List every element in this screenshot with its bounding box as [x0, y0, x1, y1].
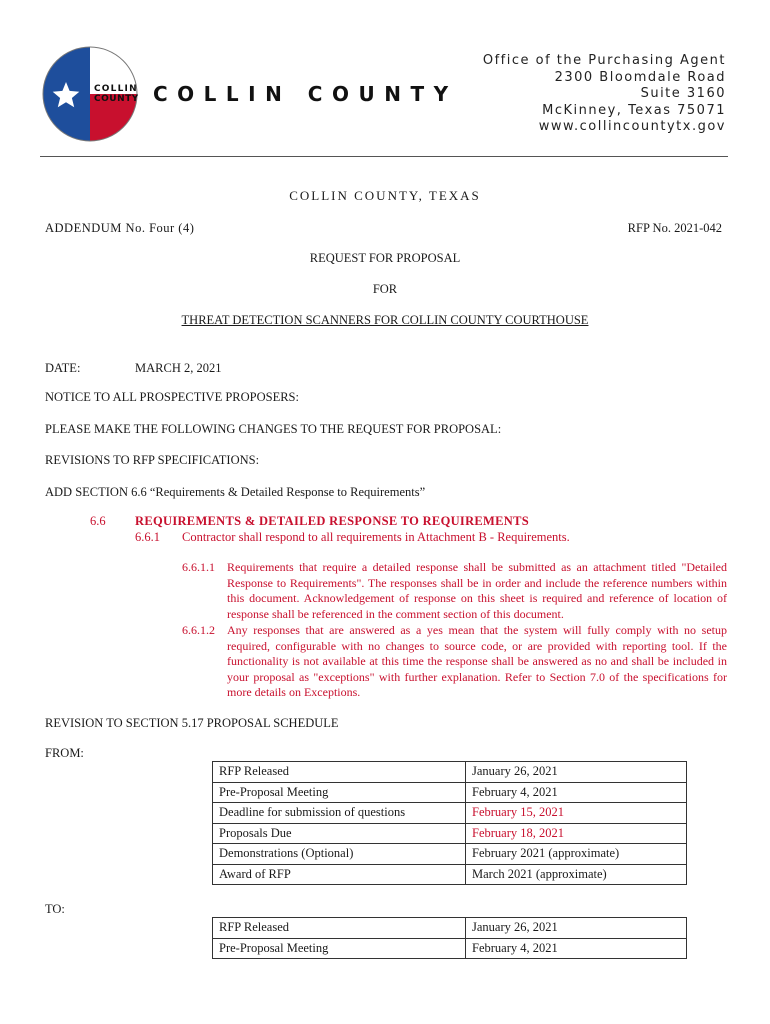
schedule-event: Deadline for submission of questions — [213, 803, 466, 824]
section-6-6-1-number: 6.6.1 — [135, 530, 160, 544]
schedule-to-table — [212, 917, 687, 959]
address-line-suite: Suite 3160 — [640, 86, 726, 101]
to-label: TO: — [45, 902, 65, 916]
section-6-6-number: 6.6 — [90, 514, 106, 528]
add-section-heading: ADD SECTION 6.6 “Requirements & Detailed Response to Requirements” — [45, 485, 426, 499]
section-6-6-1-1-text: Requirements that require a detailed response shall be submitted as an attachment titled "Detailed Response to Requirements". The responses shall be in order and include the reference numbers within this document. Acknowledgement of response on this sheet is required and reference of location of response shall be referenced in the comment section of this document. — [227, 560, 727, 621]
address-line-city: McKinney, Texas 75071 — [542, 102, 726, 118]
section-6-6-1-1-number: 6.6.1.1 — [182, 560, 215, 574]
schedule-event: Demonstrations (Optional) — [213, 844, 466, 865]
rfp-number: RFP No. 2021-042 — [627, 221, 722, 235]
table-row — [213, 844, 687, 865]
from-label: FROM: — [45, 746, 84, 760]
schedule-event: Pre-Proposal Meeting — [213, 938, 466, 959]
schedule-event: Proposals Due — [213, 823, 466, 844]
section-6-6-1-2-text: Any responses that are answered as a yes mean that the system will fully comply with no setup required, configurable with no changes to source code, or are provided with reporting tool. If the functionality is not available at this time the response shall be answered as no and shall be included in your proposal as "exceptions" with further explanation. Refer to Section 7.0 of the specifications for more details on Exceptions. — [227, 623, 727, 700]
schedule-from-table — [212, 761, 687, 885]
schedule-date: February 4, 2021 — [466, 782, 687, 803]
schedule-date: February 2021 (approximate) — [466, 844, 687, 865]
purchasing-address — [483, 53, 726, 136]
schedule-event: RFP Released — [213, 762, 466, 783]
table-row — [213, 803, 687, 824]
table-row — [213, 864, 687, 885]
date-label: DATE: — [45, 361, 81, 375]
section-6-6-title: REQUIREMENTS & DETAILED RESPONSE TO REQUIREMENTS — [135, 514, 529, 528]
address-line-website[interactable]: www.collincountytx.gov — [538, 119, 726, 134]
seal-line2: COUNTY — [94, 94, 138, 104]
collin-county-seal — [42, 46, 138, 142]
schedule-date: January 26, 2021 — [466, 918, 687, 939]
section-6-6-1-2-number: 6.6.1.2 — [182, 623, 215, 637]
header-divider — [40, 156, 728, 157]
table-row — [213, 918, 687, 939]
rfp-title: REQUEST FOR PROPOSAL — [309, 251, 461, 265]
seal-line1: COLLIN — [94, 84, 138, 94]
addendum-number: ADDENDUM No. Four (4) — [45, 221, 195, 235]
address-line-office: Office of the Purchasing Agent — [482, 53, 726, 68]
county-state-heading: COLLIN COUNTY, TEXAS — [289, 188, 481, 203]
schedule-event: Award of RFP — [213, 864, 466, 885]
schedule-event: RFP Released — [213, 918, 466, 939]
schedule-event: Pre-Proposal Meeting — [213, 782, 466, 803]
table-row — [213, 938, 687, 959]
county-name: COLLIN COUNTY — [153, 82, 458, 106]
table-row — [213, 782, 687, 803]
date-value: MARCH 2, 2021 — [135, 361, 222, 375]
table-row — [213, 762, 687, 783]
section-6-6-1-text: Contractor shall respond to all requirements in Attachment B - Requirements. — [182, 530, 570, 544]
changes-instruction: PLEASE MAKE THE FOLLOWING CHANGES TO THE REQUEST FOR PROPOSAL: — [45, 422, 502, 436]
table-row — [213, 823, 687, 844]
schedule-revision-heading: REVISION TO SECTION 5.17 PROPOSAL SCHEDULE — [45, 716, 339, 730]
schedule-date: January 26, 2021 — [466, 762, 687, 783]
schedule-date: February 4, 2021 — [466, 938, 687, 959]
schedule-date: March 2021 (approximate) — [466, 864, 687, 885]
rfp-subject: THREAT DETECTION SCANNERS FOR COLLIN COUNTY COURTHOUSE — [181, 313, 589, 327]
rfp-for: FOR — [372, 282, 398, 296]
notice-heading: NOTICE TO ALL PROSPECTIVE PROPOSERS: — [45, 390, 299, 404]
revisions-heading: REVISIONS TO RFP SPECIFICATIONS: — [45, 453, 260, 467]
address-line-street: 2300 Bloomdale Road — [554, 69, 726, 85]
schedule-date-changed: February 15, 2021 — [466, 803, 687, 824]
schedule-date-changed: February 18, 2021 — [466, 823, 687, 844]
